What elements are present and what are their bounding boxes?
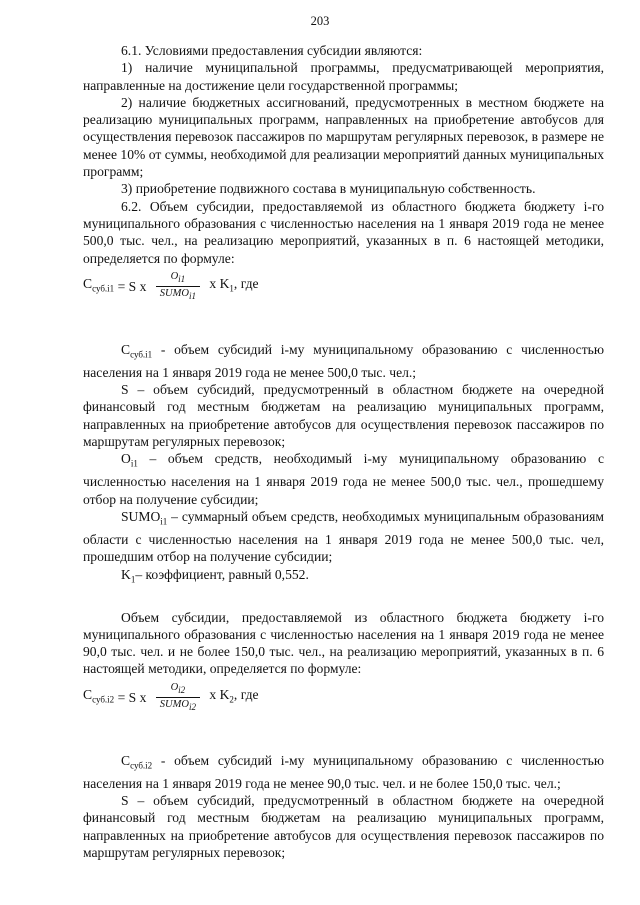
definition-s: S – объем субсидий, предусмотренный в областном бюджете на очередной финансовый год местным бюджетам на реализацию муниципальных программ, направленных на приобретение автобусов для осуществления перевозок пассажиров по маршрутам регулярных перевозок; [83, 382, 604, 450]
definition-k1: $K_1-$ коэффициент, равный 0,552. [121, 566, 309, 585]
formula-2-lhs: $С_{суб.i2}$ [83, 687, 115, 705]
condition-heading: 6.1. Условиями предоставления субсидии являются: [121, 43, 423, 58]
definition-s-2: S – объем субсидий, предусмотренный в областном бюджете на очередной финансовый год местным бюджетам на реализацию муниципальных программ, направленных на приобретение автобусов для осуществления перевозок пассажиров по маршрутам регулярных перевозок; [83, 793, 604, 860]
definition-csub-i1: $С_{суб.i1}$ - объем субсидий i-му муниципальному образованию с численностью населения на 1 января 2019 года не менее 500,0 тыс. чел.; [83, 341, 604, 380]
definition-sumo-i1: $SUMO_{i1}$ – суммарный объем средств, необходимых муниципальным образованиям области с численностью населения на 1 января 2019 года не менее 500,0 тыс. чел, прошедшим отбор на получение субсидии; [83, 508, 604, 565]
page-number: 203 [310, 14, 330, 28]
subsidy-paragraph-2: Объем субсидии, предоставляемой из областного бюджета бюджету i-го муниципального образования с численностью населения на 1 января 2019 года не менее 90,0 тыс. чел. и не более 150,0 тыс. чел., на реализацию мероприятий, указанных в п. 6 настоящей методики, определяется по формуле: [83, 609, 604, 677]
formula-2: $С_{суб.i2}$ = S x $\frac{O_{i2}}{SUMO_{i2}}$ x $K_2$, где [83, 682, 259, 713]
condition-item-3: 3) приобретение подвижного состава в муниципальную собственность. [121, 181, 536, 197]
formula-2-rhs: x $K_2$, где [205, 687, 259, 705]
formula-2-fraction: $\frac{O_{i2}}{SUMO_{i2}}$ [156, 682, 200, 713]
definition-csub-i2: $С_{суб.i2}$ - объем субсидий i-му муниципальному образованию с численностью населения на 1 января 2019 года не менее 90,0 тыс. чел. и не более 150,0 тыс. чел.; [83, 752, 604, 791]
formula-1-lhs: $С_{суб.i1}$ [83, 276, 115, 295]
definition-o-i1: $O_{i1}$ – объем средств, необходимый i-му муниципальному образованию с численностью населения на 1 января 2019 года не менее 500,0 тыс. чел., прошедшему отбор на получение субсидии; [83, 451, 604, 507]
formula-1-fraction: $\frac{O_{i1}}{SUMO_{i1}}$ [156, 271, 200, 302]
document-body [83, 42, 604, 861]
formula-1-rhs: x $K_1$, где [205, 276, 259, 295]
formula-1: $С_{суб.i1}$ = S x $\frac{O_{i1}}{SUMO_{i1}}$ x $K_1$, где [83, 271, 259, 302]
condition-item-1: 1) наличие муниципальной программы, предусматривающей мероприятия, направленные на достижение цели государственной программы; [83, 60, 604, 93]
condition-item-2: 2) наличие бюджетных ассигнований, предусмотренных в местном бюджете на реализацию муниципальных программ, направленных на приобретение автобусов для осуществления перевозок пассажиров по маршрутам регулярных перевозок, в размере не менее 10% от суммы, необходимой для реализации мероприятий данных муниципальных программ; [83, 94, 604, 180]
subsidy-paragraph-1: 6.2. Объем субсидии, предоставляемой из областного бюджета бюджету i-го муниципального образования с численностью населения на 1 января 2019 года не менее 500,0 тыс. чел., на реализацию мероприятий, указанных в п. 6 настоящей методики, определяется по формуле: [83, 198, 604, 266]
